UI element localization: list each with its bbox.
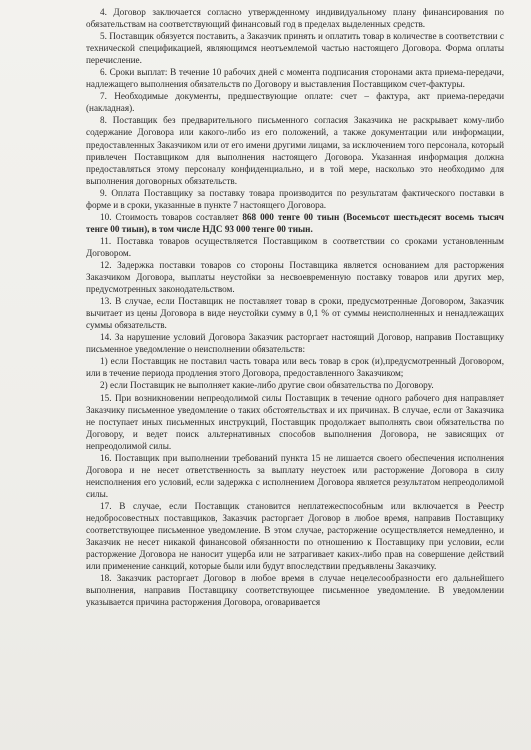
clause-18: 18. Заказчик расторгает Договор в любое время в случае нецелесообразности его дальнейшего выполнения, направив Поставщику соответствующее письменное уведомление. В уведомлении указывается причина расторжения Договора, оговаривается xyxy=(86,573,504,608)
clause-10-prefix: 10. Стоимость товаров составляет xyxy=(100,211,243,222)
clause-12: 12. Задержка поставки товаров со стороны Поставщика является основанием для расторжения Заказчиком Договора, выплаты неустойки за несвоевременную поставку товаров или других мер, предусмотренных законодательством. xyxy=(86,259,504,295)
clause-6: 6. Сроки выплат: В течение 10 рабочих дней с момента подписания сторонами акта приема-передачи, надлежащего выполнения обязательств по Договору и выставления Поставщиком счет-фактуры. xyxy=(86,67,504,90)
clause-10-amount: 868 000 тенге 00 тиын (Восемьсот шестьдесят восемь тысяч тенге 00 тиын), в том числе НДС 93 000 тенге 00 тиын. xyxy=(86,211,504,234)
clause-13: 13. В случае, если Поставщик не поставляет товар в сроки, предусмотренные Договором, Заказчик вычитает из цены Договора в виде неустойки сумму в 0,1 % от суммы неисполненных и ненадлежащих суммы обязательств. xyxy=(86,296,504,331)
clause-16: 16. Поставщик при выполнении требований пункта 15 не лишается своего обеспечения исполнения Договора и не несет ответственность за выплату неустоек или расторжение Договора в силу неисполнения его условий, если задержка с исполнением Договора является результатом непреодолимой силы. xyxy=(86,452,504,499)
clause-14-item-2: 2) если Поставщик не выполняет какие-либо другие свои обязательства по Договору. xyxy=(100,380,434,391)
clause-5: 5. Поставщик обязуется поставить, а Заказчик принять и оплатить товар в количестве в соответствии с технической спецификацией, являющимся неотъемлемой частью настоящего Договора. Форма оплаты перечисление. xyxy=(86,31,504,66)
clause-14-item-1: 1) если Поставщик не поставил часть товара или весь товар в срок (и),предусмотренный Договором, или в течение периода продления этого Договора, предоставленного Заказчиком; xyxy=(86,356,504,379)
clause-10 xyxy=(86,211,504,235)
clause-7: 7. Необходимые документы, предшествующие оплате: счет – фактура, акт приема-передачи (накладная). xyxy=(86,91,504,114)
clause-4: 4. Договор заключается согласно утвержденному индивидуальному плану финансирования по обязательствам на соответствующий финансовый год в пределах выделенных средств. xyxy=(86,7,504,30)
clause-8: 8. Поставщик без предварительного письменного согласия Заказчика не раскрывает кому-либо содержание Договора или какого-либо из его положений, а также документации или информации, предоставленных Заказчиком или от его имени другими лицами, за исключением того персонала, который привлечен Поставщиком для выполнения настоящего Договора. Указанная информация должна предоставляться этому персоналу конфиденциально, и в той мере, насколько это необходимо для выполнения договорных обязательств. xyxy=(86,115,504,186)
clause-17: 17. В случае, если Поставщик становится неплатежеспособным или включается в Реестр недобросовестных поставщиков, Заказчик расторгает Договор в любое время, направив Поставщику соответствующее письменное уведомление. В этом случае, расторжение осуществляется немедленно, и Заказчик не несет никакой финансовой обязанности по отношению к Поставщику при условии, если расторжение Договора не наносит ущерба или не затрагивает каких-либо прав на совершение действий или применение санкций, которые были или будут впоследствии предъявлены Заказчику. xyxy=(86,500,504,572)
clause-15: 15. При возникновении непреодолимой силы Поставщик в течение одного рабочего дня направляет Заказчику письменное уведомление о таких обстоятельствах и их причинах. В случае, если от Заказчика не поступает иных письменных инструкций, Поставщик продолжает выполнять свои обязательства по Договору, и ведет поиск альтернативных способов выполнения Договора, не зависящих от непреодолимой силы. xyxy=(86,392,504,451)
clause-11: 11. Поставка товаров осуществляется Поставщиком в соответствии со сроками установленным Договором. xyxy=(86,235,504,258)
contract-text xyxy=(86,6,504,608)
clause-9: 9. Оплата Поставщику за поставку товара производится по результатам фактического поставки в форме и в сроки, указанные в пункте 7 настоящего Договора. xyxy=(86,187,504,210)
clause-14: 14. За нарушение условий Договора Заказчик расторгает настоящий Договор, направив Поставщику письменное уведомление о неисполнении обязательств: xyxy=(86,332,504,355)
